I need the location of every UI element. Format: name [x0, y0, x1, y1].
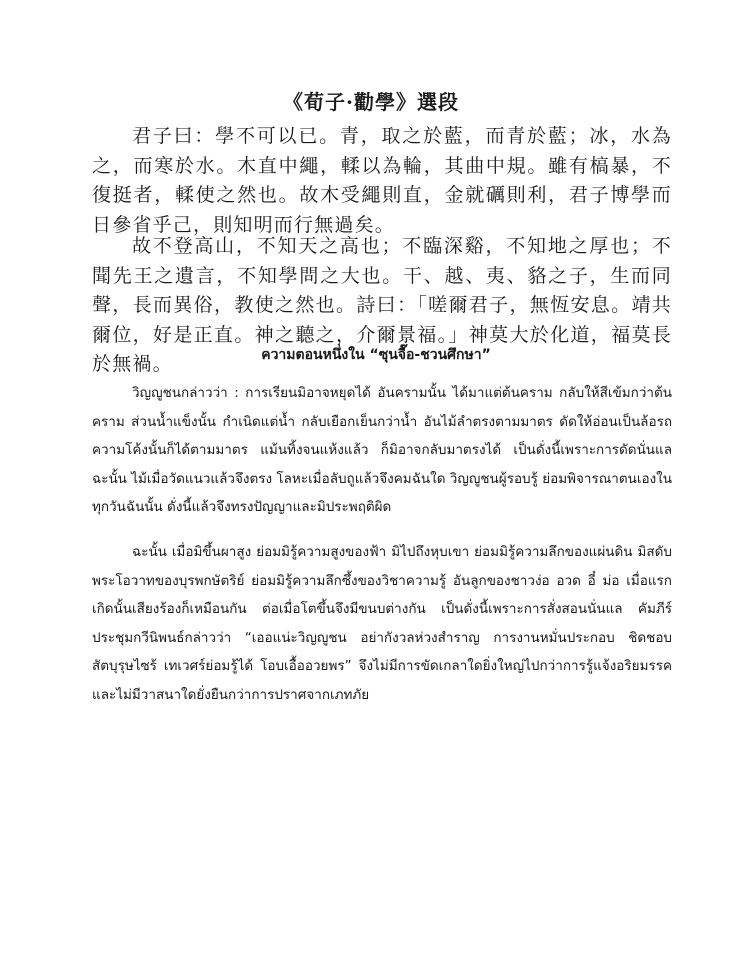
chinese-section-title: 《荀子·勸學》選段: [283, 90, 459, 114]
thai-paragraph-2: ฉะนั้น เมื่อมิขึ้นผาสูง ย่อมมิรู้ความสูงของฟ้า มิไปถึงหุบเขา ย่อมมิรู้ความลึกของแผ่นดิน มิสดับพระโอวาทของบุรพกษัตริย์ ย่อมมิรู้ความลึกซึ้งของวิชาความรู้ อันลูกของชาวง่อ อวด อี๋ ม่อ เมื่อแรกเกิดนั้นเสียงร้องก็เหมือนกัน ต่อเมื่อโตขึ้นจึงมีขนบต่างกัน เป็นดั่งนี้เพราะการสั่งสอนนั่นแล คัมภีร์ประชุมกวีนิพนธ์กล่าวว่า “เออแน่ะวิญญูชน อย่ากังวลห่วงสำราญ การงานหมั่นประกอบ ชิดชอบสัตบุรุษไซร้ เทเวศร์ย่อมรู้ได้ โอบเอื้ออวยพร” จึงไม่มีการขัดเกลาใดยิ่งใหญ่ไปกว่าการรู้แจ้งอริยมรรค และไม่มีวาสนาใดยั่งยืนกว่าการปราศจากเภทภัย: [92, 544, 672, 703]
chinese-paragraph-1: 君子曰：學不可以已。青，取之於藍，而青於藍；冰，水為之，而寒於水。木直中繩，輮以為輪，其曲中規。雖有槁暴，不復挺者，輮使之然也。故木受繩則直，金就礪則利，君子博學而日參省乎己，則知明而行無過矣。: [92, 125, 672, 236]
thai-paragraph-1: วิญญูชนกล่าวว่า : การเรียนมิอาจหยุดได้ อันครามนั้น ได้มาแต่ต้นคราม กลับให้สีเข้มกว่าต้นคราม ส่วนน้ำแข็งนั้น กำเนิดแต่น้ำ กลับเยือกเย็นกว่าน้ำ อันไม้ลำตรงตามมาตร ดัดให้อ่อนเป็นล้อรถ ความโค้งนั้นก็ได้ตามมาตร แม้นทิ้งจนแห้งแล้ว ก็มิอาจกลับมาตรงได้ เป็นดั่งนี้เพราะการดัดนั่นแล ฉะนั้น ไม้เมื่อวัดแนวแล้วจึงตรง โลหะเมื่อลับถูแล้วจึงคมฉันใด วิญญูชนผู้รอบรู้ ย่อมพิจารณาตนเองในทุกวันฉันนั้น ดั่งนี้แล้วจึงทรงปัญญาและมิประพฤติผิด: [92, 385, 672, 515]
thai-section-title: ความตอนหนึ่งใน “ซุนจื๊อ-ชวนศึกษา”: [261, 347, 491, 363]
chinese-paragraph-2: 故不登高山，不知天之高也；不臨深谿，不知地之厚也；不聞先王之遺言，不知學問之大也。干、越、夷、貉之子，生而同聲，長而異俗，教使之然也。詩曰：「嗟爾君子，無恆安息。靖共爾位，好是正直。神之聽之，介爾景福。」神莫大於化道，福莫長於無禍。: [92, 235, 672, 375]
